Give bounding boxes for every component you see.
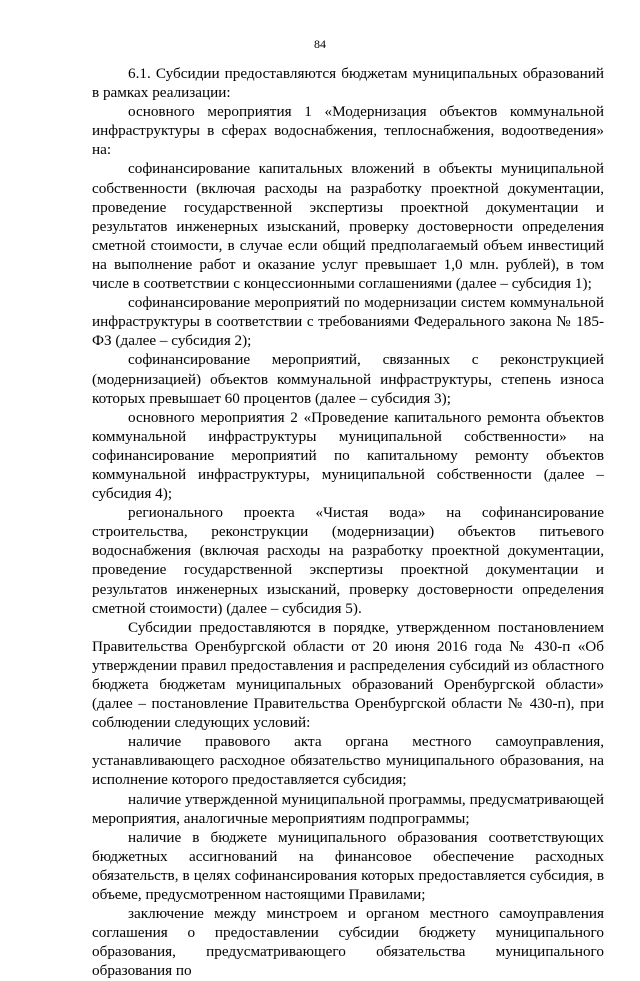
paragraph-condition-program: наличие утвержденной муниципальной программы, предусматривающей мероприятия, аналогичные мероприятиям подпрограммы; xyxy=(92,790,604,827)
paragraph-6-1-intro: 6.1. Субсидии предоставляются бюджетам муниципальных образований в рамках реализации: xyxy=(92,65,604,102)
paragraph-condition-legal-act: наличие правового акта органа местного самоуправления, устанавливающего расходное обязательство муниципального образования, на исполнение которого предоставляется субсидия; xyxy=(92,733,604,789)
paragraph-condition-budget: наличие в бюджете муниципального образования соответствующих бюджетных ассигнований на финансовое обеспечение расходных обязательств, в целях софинансирования которых предоставляется субсидия, в объеме, предусмотренном настоящими Правилами; xyxy=(92,828,604,904)
paragraph-procedure: Субсидии предоставляются в порядке, утвержденном постановлением Правительства Оренбургской области от 20 июня 2016 года № 430-п «Об утверждении правил предоставления и распределения субсидий из областного бюджета бюджетам муниципальных образований Оренбургской области» (далее – постановление Правительства Оренбургской области № 430-п), при соблюдении следующих условий: xyxy=(92,618,604,732)
paragraph-subsidy-2: софинансирование мероприятий по модернизации систем коммунальной инфраструктуры в соответствии с требованиями Федерального закона № 185-ФЗ (далее – субсидия 2); xyxy=(92,294,604,350)
paragraph-subsidy-5: регионального проекта «Чистая вода» на софинансирование строительства, реконструкции (модернизации) объектов питьевого водоснабжения (включая расходы на разработку проектной документации, проведение государственной экспертизы проектной документации и результатов инженерных изысканий, проверку достоверности определения сметной стоимости) (далее – субсидия 5). xyxy=(92,504,604,617)
paragraph-condition-agreement: заключение между минстроем и органом местного самоуправления соглашения о предоставлении субсидии бюджету муниципального образования, предусматривающего обязательства муниципального образования по xyxy=(92,905,604,980)
paragraph-main-activity-1: основного мероприятия 1 «Модернизация объектов коммунальной инфраструктуры в сферах водоснабжения, теплоснабжения, водоотведения» на: xyxy=(92,103,604,159)
paragraph-subsidy-1: софинансирование капитальных вложений в объекты муниципальной собственности (включая расходы на разработку проектной документации, проведение государственной экспертизы проектной документации и результатов инженерных изысканий, проверку достоверности определения сметной стоимости, в случае если общий предполагаемый объем инвестиций на выполнение работ и оказание услуг превышает 1,0 млн. рублей), в том числе в соответствии с концессионными соглашениями (далее – субсидия 1); xyxy=(92,160,604,293)
paragraph-subsidy-4: основного мероприятия 2 «Проведение капитального ремонта объектов коммунальной инфраструктуры муниципальной собственности» на софинансирование мероприятий по капитальному ремонту объектов коммунальной инфраструктуры, муниципальной собственности (далее – субсидия 4); xyxy=(92,408,604,503)
paragraph-subsidy-3: софинансирование мероприятий, связанных с реконструкцией (модернизацией) объектов коммунальной инфраструктуры, степень износа которых превышает 60 процентов (далее – субсидия 3); xyxy=(92,351,604,407)
document-body xyxy=(92,64,604,981)
page-number: 84 xyxy=(314,37,326,51)
